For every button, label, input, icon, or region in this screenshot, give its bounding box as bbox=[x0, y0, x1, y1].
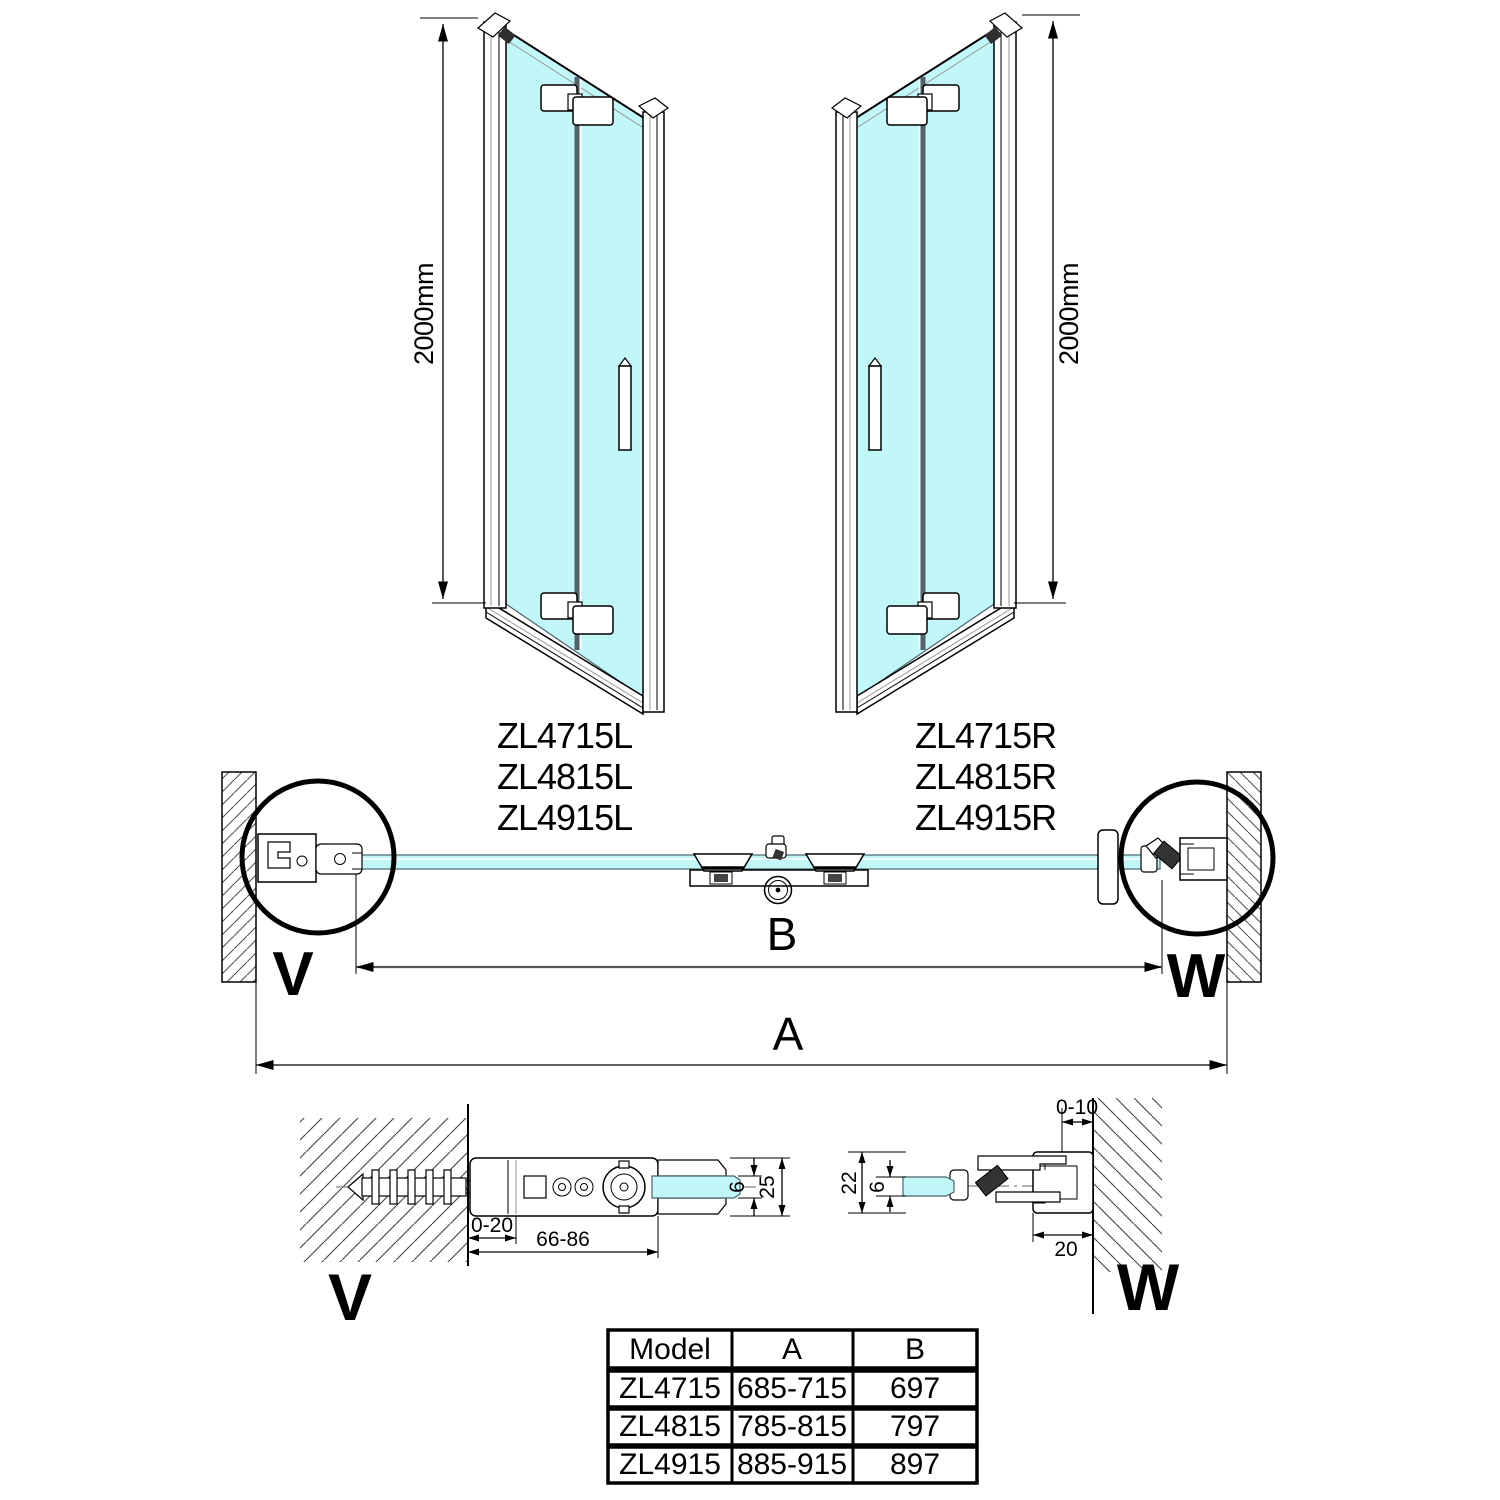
left-door-drawing bbox=[478, 13, 668, 714]
dim-b-label: B bbox=[766, 908, 798, 960]
dim-depth-label: 25 bbox=[756, 1175, 779, 1199]
leading-profile bbox=[639, 98, 668, 712]
door-handle bbox=[619, 358, 631, 450]
table-row bbox=[608, 1409, 977, 1445]
v-glass-clamp-top bbox=[658, 1160, 726, 1176]
table-header-b: B bbox=[904, 1333, 926, 1366]
w-glass bbox=[903, 1177, 954, 1196]
table-cell-model: ZL4915 bbox=[619, 1448, 721, 1481]
model-label: ZL4815R bbox=[915, 756, 1057, 797]
table-cell-a: 885-915 bbox=[736, 1448, 848, 1481]
dimension-2000mm-left bbox=[409, 18, 486, 603]
door-handle bbox=[869, 358, 881, 450]
dim-glass-label: 6 bbox=[726, 1181, 749, 1193]
plan-wall-bracket-left bbox=[258, 834, 362, 882]
table-row bbox=[608, 1371, 977, 1407]
table-header-a: A bbox=[781, 1333, 803, 1366]
table-cell-a: 685-715 bbox=[736, 1372, 848, 1405]
detail-v-drawing bbox=[300, 1104, 790, 1334]
model-label: ZL4915L bbox=[497, 797, 633, 838]
dimension-glass-6-w bbox=[866, 1160, 906, 1212]
table-header-row bbox=[608, 1330, 977, 1368]
height-label-right: 2000mm bbox=[1054, 262, 1084, 366]
model-label: ZL4715L bbox=[497, 715, 633, 756]
table-cell-model: ZL4815 bbox=[619, 1410, 721, 1443]
plan-wall-bracket-right bbox=[1141, 838, 1227, 880]
model-label: ZL4815L bbox=[497, 756, 633, 797]
dim-glass-label: 6 bbox=[866, 1181, 889, 1193]
right-wall-section bbox=[1227, 772, 1261, 982]
dim-width-label: 66-86 bbox=[536, 1228, 590, 1251]
table-cell-model: ZL4715 bbox=[619, 1372, 721, 1405]
table-row bbox=[608, 1447, 977, 1483]
left-wall-section bbox=[222, 772, 256, 982]
height-label-left: 2000mm bbox=[409, 262, 439, 366]
v-profile-body bbox=[470, 1158, 658, 1216]
model-label: ZL4715R bbox=[915, 715, 1057, 756]
leading-profile bbox=[832, 98, 861, 712]
size-table bbox=[608, 1330, 977, 1483]
dim-width-label: 20 bbox=[1054, 1238, 1078, 1261]
dimension-b bbox=[356, 874, 1162, 974]
wall-hatch-w bbox=[1093, 1098, 1162, 1272]
table-cell-a: 785-815 bbox=[736, 1410, 848, 1443]
dimension-2000mm-right bbox=[1014, 15, 1084, 603]
table-cell-b: 797 bbox=[889, 1410, 941, 1443]
v-glass-clamp-bottom bbox=[658, 1198, 726, 1214]
detail-w-label: W bbox=[1116, 1250, 1180, 1324]
dim-gap-label: 0-10 bbox=[1055, 1096, 1099, 1119]
dimension-a bbox=[256, 982, 1227, 1074]
dimension-adjust-0-20 bbox=[468, 1214, 516, 1244]
table-cell-b: 897 bbox=[889, 1448, 941, 1481]
right-door-model-labels bbox=[915, 715, 1056, 838]
model-label: ZL4915R bbox=[915, 797, 1057, 838]
detail-v-label: V bbox=[327, 1260, 373, 1334]
dim-height-label: 22 bbox=[838, 1171, 861, 1195]
dim-adjust-label: 0-20 bbox=[470, 1214, 514, 1237]
plan-center-hinge bbox=[690, 836, 868, 904]
plan-detail-label-w: W bbox=[1166, 942, 1226, 1011]
dimension-width-20 bbox=[1033, 1213, 1093, 1261]
right-door-drawing bbox=[832, 13, 1022, 714]
plan-view bbox=[222, 772, 1273, 1074]
plan-handle bbox=[1098, 830, 1118, 904]
dimension-gap-0-10 bbox=[1056, 1096, 1098, 1152]
left-door-model-labels bbox=[497, 715, 632, 838]
plan-detail-label-v: V bbox=[272, 940, 314, 1009]
dim-a-label: A bbox=[772, 1008, 804, 1060]
plan-glass bbox=[358, 855, 1160, 869]
table-header-model: Model bbox=[629, 1333, 711, 1366]
table-cell-b: 697 bbox=[889, 1372, 941, 1405]
detail-w-drawing bbox=[838, 1096, 1180, 1324]
